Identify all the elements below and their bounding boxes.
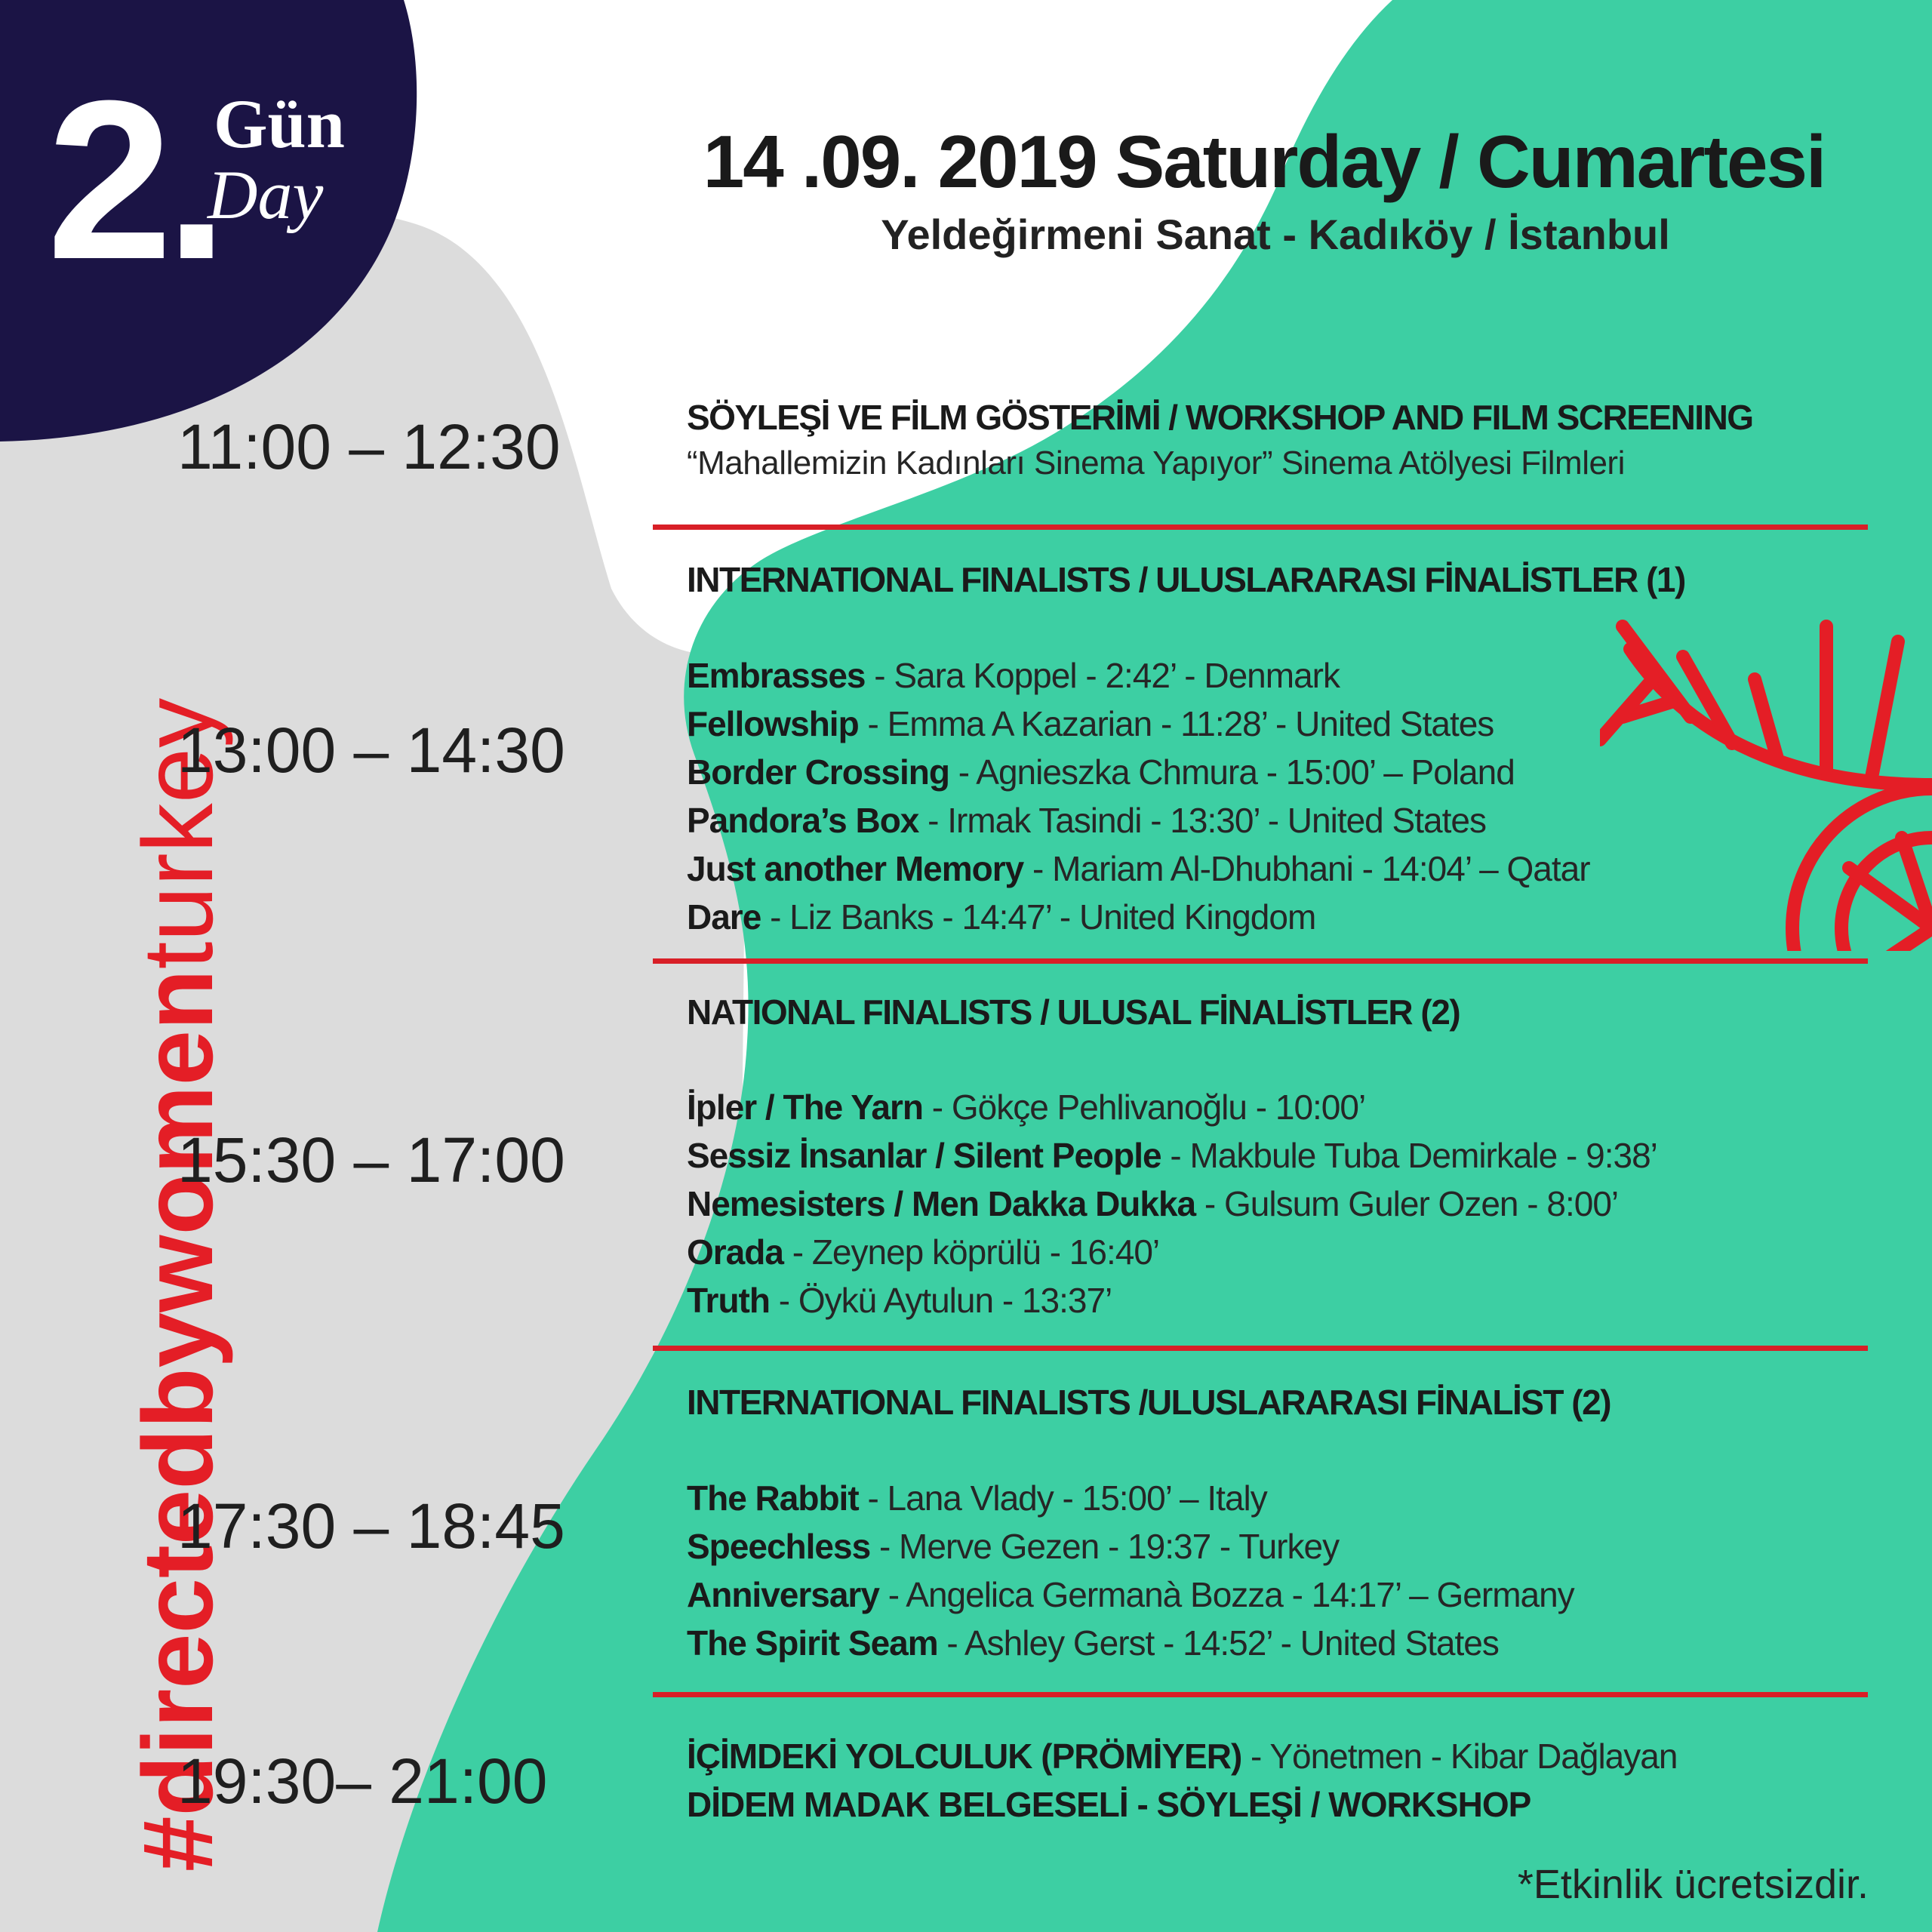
film-details: - Merve Gezen - 19:37 - Turkey [870,1527,1340,1566]
film-details: - Irmak Tasindi - 13:30’ - United States [918,801,1486,840]
film-entry [687,752,1515,792]
film-title: Nemesisters / Men Dakka Dukka [687,1184,1196,1223]
session-title: NATIONAL FINALISTS / ULUSAL FİNALİSTLER (2) [687,992,1460,1032]
film-entry [687,1577,1574,1612]
event-date: 14 .09. 2019 Saturday / Cumartesi [703,120,1826,203]
film-details: - Liz Banks - 14:47’ - United Kingdom [761,897,1316,937]
session-time: 17:30 – 18:45 [177,1491,565,1561]
film-entry [687,658,1340,693]
film-title: Truth [687,1281,770,1320]
film-entry [687,1232,1160,1272]
film-entry [687,1478,1267,1518]
film-details: - Öykü Aytulun - 13:37’ [769,1281,1112,1320]
film-title: Pandora’s Box [687,801,919,840]
divider [653,525,1868,530]
eye-logo-icon [1600,596,1932,951]
day-number: 2. [47,53,221,306]
event-title: İÇİMDEKİ YOLCULUK (PRÖMİYER) [687,1737,1242,1776]
film-title: Embrasses [687,656,866,695]
event-venue: Yeldeğirmeni Sanat - Kadıköy / İstanbul [881,211,1670,258]
film-title: Speechless [687,1527,871,1566]
film-title: Fellowship [687,704,859,743]
film-details: - Makbule Tuba Demirkale - 9:38’ [1161,1136,1657,1175]
film-details: - Ashley Gerst - 14:52’ - United States [937,1623,1499,1663]
film-details: - Sara Koppel - 2:42’ - Denmark [865,656,1340,695]
film-details: - Emma A Kazarian - 11:28’ - United States [858,704,1494,743]
session-title: INTERNATIONAL FINALISTS / ULUSLARARASI FİNALİSTLER (1) [687,560,1685,599]
day-label-en: Day [208,156,324,233]
divider [653,1346,1868,1351]
session-subtitle: “Mahallemizin Kadınları Sinema Yapıyor” Sinema Atölyesi Filmleri [687,445,1625,481]
session-time: 13:00 – 14:30 [177,715,565,786]
day-label-tr: Gün [214,85,345,162]
film-title: Sessiz İnsanlar / Silent People [687,1136,1161,1175]
film-details: - Gulsum Guler Ozen - 8:00’ [1195,1184,1619,1223]
film-entry [687,1138,1657,1173]
session-title: SÖYLEŞİ VE FİLM GÖSTERİMİ / WORKSHOP AND FILM SCREENING [687,398,1753,437]
film-title: Dare [687,897,761,937]
divider [653,958,1868,964]
film-title: Just another Memory [687,849,1024,888]
hashtag-light: turkey [122,697,233,970]
divider [653,1692,1868,1697]
event-entry [687,1739,1677,1774]
film-details: - Gökçe Pehlivanoğlu - 10:00’ [922,1088,1366,1127]
event-entry [687,1787,1531,1822]
film-entry [687,897,1316,937]
session-time: 11:00 – 12:30 [177,411,561,482]
film-entry [687,1529,1339,1564]
film-details: - Mariam Al-Dhubhani - 14:04’ – Qatar [1023,849,1590,888]
film-details: - Agnieszka Chmura - 15:00’ – Poland [949,752,1515,792]
film-entry [687,1283,1112,1318]
session-title: INTERNATIONAL FINALISTS /ULUSLARARASI FİNALİST (2) [687,1383,1611,1422]
film-entry [687,706,1494,741]
film-title: Border Crossing [687,752,949,792]
film-title: The Rabbit [687,1478,859,1518]
hashtag-vertical [122,697,233,1872]
free-admission-note: *Etkinlik ücretsizdir. [1517,1862,1869,1907]
event-title: DİDEM MADAK BELGESELİ - SÖYLEŞİ / WORKSHOP [687,1785,1531,1824]
film-entry [687,1186,1618,1221]
event-details: - Yönetmen - Kibar Dağlayan [1241,1737,1678,1776]
film-title: Orada [687,1232,783,1272]
session-time: 19:30– 21:00 [177,1746,548,1817]
film-entry [687,803,1486,838]
film-details: - Lana Vlady - 15:00’ – Italy [858,1478,1267,1518]
film-title: İpler / The Yarn [687,1088,923,1127]
film-entry [687,1623,1499,1663]
film-title: The Spirit Seam [687,1623,938,1663]
film-entry [687,851,1590,886]
film-details: - Zeynep köprülü - 16:40’ [783,1232,1160,1272]
film-details: - Angelica Germanà Bozza - 14:17’ – Germany [878,1575,1574,1614]
film-title: Anniversary [687,1575,879,1614]
hashtag-bold: #directedbywomen [122,969,233,1872]
session-time: 15:30 – 17:00 [177,1124,565,1195]
film-entry [687,1088,1366,1127]
